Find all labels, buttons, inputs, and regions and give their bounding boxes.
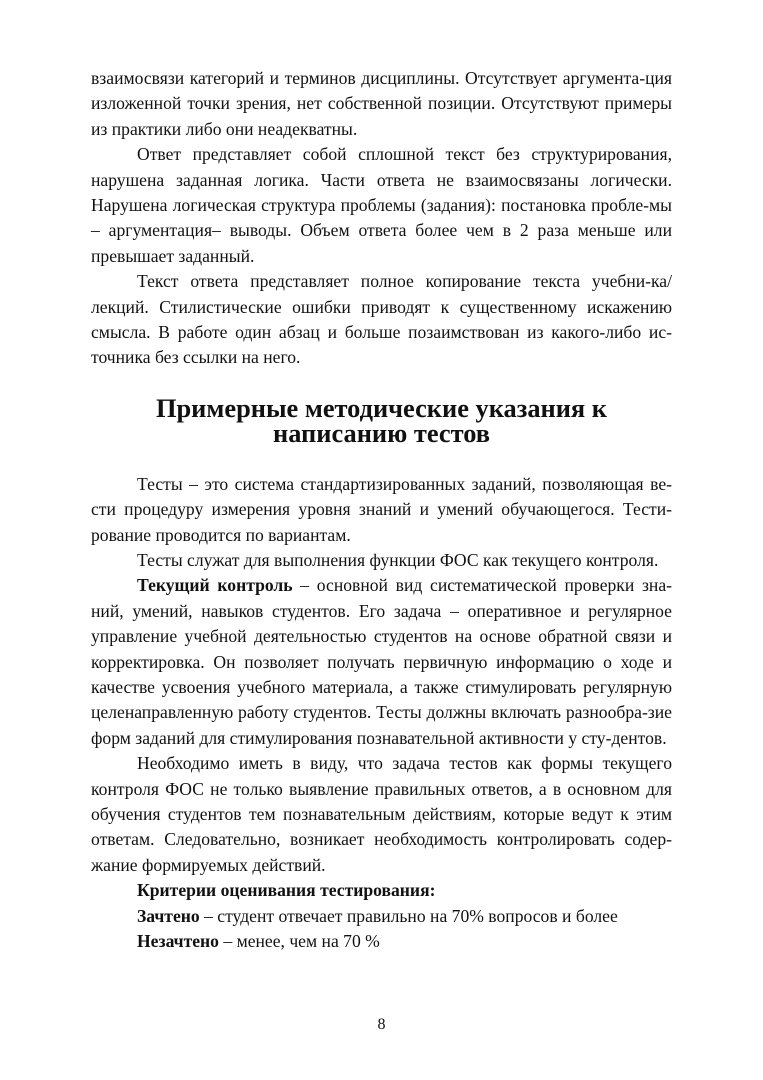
criteria-pass <box>91 904 672 929</box>
paragraph-tests-purpose: Необходимо иметь в виду, что задача тестов как формы текущего контроля ФОС не только выявление правильных ответов, а в основном для обучения студентов тем познавательным действиям, которые ведут к этим ответам. Следовательно, возникает необходимость контролировать содер-жание формируемых действий. <box>91 753 672 875</box>
document-page <box>91 66 672 954</box>
criteria-pass-text: – студент отвечает правильно на 70% вопросов и более <box>199 905 618 926</box>
current-control-text: – основной вид систематической проверки зна-ний, умений, навыков студентов. Его задача – оперативное и регулярное управление учебной деятельностью студентов на основе обратной связи и корректировка. Он позволяет получать первичную информацию о ходе и качестве усвоения учебного материала, а также стимулировать регулярную целенаправленную работу студентов. Тесты должны включать разнообра-зие форм заданий для стимулирования познавательной активности у сту-дентов. <box>91 575 672 748</box>
criteria-fail-text: – менее, чем на 70 % <box>218 931 380 951</box>
paragraph-structure-criteria: Ответ представляет собой сплошной текст без структурирования, нарушена заданная логика. Части ответа не взаимосвязаны логически. Нарушена логическая структура проблемы (задания): постановка пробле-мы – аргументация– выводы. Объем ответа более чем в 2 раза меньше или превышает заданный. <box>91 144 672 266</box>
criteria-title: Критерии оценивания тестирования: <box>137 880 436 901</box>
spacer <box>91 447 672 472</box>
page-number: 8 <box>377 1016 386 1033</box>
paragraph-current-control <box>91 573 672 751</box>
paragraph-tests-function: Тесты служат для выполнения функции ФОС как текущего контроля. <box>137 549 659 570</box>
paragraph-tests-definition: Тесты – это система стандартизированных заданий, позволяющая ве-сти процедуру измерения уровня знаний и умений обучающегося. Тести-рование проводится по вариантам. <box>91 473 672 545</box>
criteria-fail <box>91 929 672 954</box>
criteria-pass-label: Зачтено <box>137 905 200 926</box>
current-control-term: Текущий контроль <box>137 575 293 596</box>
criteria-fail-label: Незачтено <box>137 931 219 951</box>
section-heading: Примерные методические указания к написанию тестов <box>155 392 608 449</box>
paragraph-continuation: взаимосвязи категорий и терминов дисциплины. Отсутствует аргумента-ция изложенной точки зрения, нет собственной позиции. Отсутствуют примеры из практики либо они неадекватны. <box>91 68 672 139</box>
paragraph-copying-criteria: Текст ответа представляет полное копирование текста учебни-ка/лекций. Стилистические ошибки приводят к существенному искажению смысла. В работе один абзац и больше позаимствован из какого-либо ис-точника без ссылки на него. <box>91 271 672 368</box>
